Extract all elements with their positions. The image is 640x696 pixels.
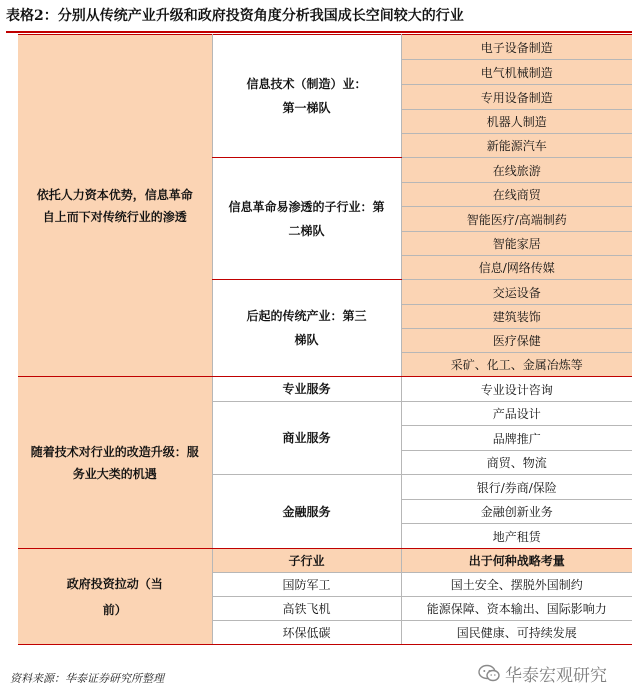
gov-sub: 环保低碳 [212,621,401,645]
commercial-service-label: 商业服务 [212,402,401,475]
tier1-item: 电气机械制造 [401,60,632,85]
tier1-item: 新能源汽车 [401,134,632,158]
gov-sub: 国防军工 [212,573,401,597]
source-note: 资料来源：华泰证券研究所整理 [10,672,164,685]
service-item: 专业设计咨询 [401,377,632,402]
tier2-item: 在线旅游 [401,158,632,183]
tier3-item: 采矿、化工、金属冶炼等 [401,353,632,377]
tier1-item: 专用设备制造 [401,85,632,110]
tier2-label: 信息革命易渗透的子行业：第二梯队 [212,158,401,280]
service-item: 商贸、物流 [401,451,632,475]
industry-table [18,34,632,645]
financial-service-label: 金融服务 [212,475,401,549]
gov-reason: 能源保障、资本输出、国际影响力 [401,597,632,621]
tier3-label: 后起的传统产业：第三梯队 [212,280,401,377]
tier2-item: 信息/网络传媒 [401,256,632,280]
section-gov-label: 政府投资拉动（当前） [18,549,212,645]
section-tradition-label: 依托人力资本优势，信息革命自上而下对传统行业的渗透 [18,35,212,377]
table-title: 表格2：分别从传统产业升级和政府投资角度分析我国成长空间较大的行业 [6,8,464,24]
tier2-item: 智能医疗/高端制药 [401,207,632,232]
tier2-item: 智能家居 [401,232,632,256]
service-item: 地产租赁 [401,524,632,549]
tier1-label: 信息技术（制造）业：第一梯队 [212,35,401,158]
tier1-item: 电子设备制造 [401,35,632,60]
tier2-item: 在线商贸 [401,183,632,207]
tier3-item: 交运设备 [401,280,632,305]
service-item: 品牌推广 [401,426,632,451]
section-service-label: 随着技术对行业的改造升级：服务业大类的机遇 [18,377,212,549]
gov-sub: 高铁飞机 [212,597,401,621]
gov-reason: 国民健康、可持续发展 [401,621,632,645]
service-item: 金融创新业务 [401,500,632,524]
professional-service-label: 专业服务 [212,377,401,402]
tier3-item: 建筑装饰 [401,305,632,329]
service-item: 产品设计 [401,402,632,426]
service-item: 银行/券商/保险 [401,475,632,500]
wechat-icon [478,664,500,682]
gov-header-sub: 子行业 [212,549,401,573]
gov-header-reason: 出于何种战略考量 [401,549,632,573]
tier3-item: 医疗保健 [401,329,632,353]
watermark-text: 华泰宏观研究 [505,665,607,686]
watermark [478,658,607,688]
tier1-item: 机器人制造 [401,110,632,134]
gov-reason: 国土安全、摆脱外国制约 [401,573,632,597]
title-rule [6,31,632,33]
